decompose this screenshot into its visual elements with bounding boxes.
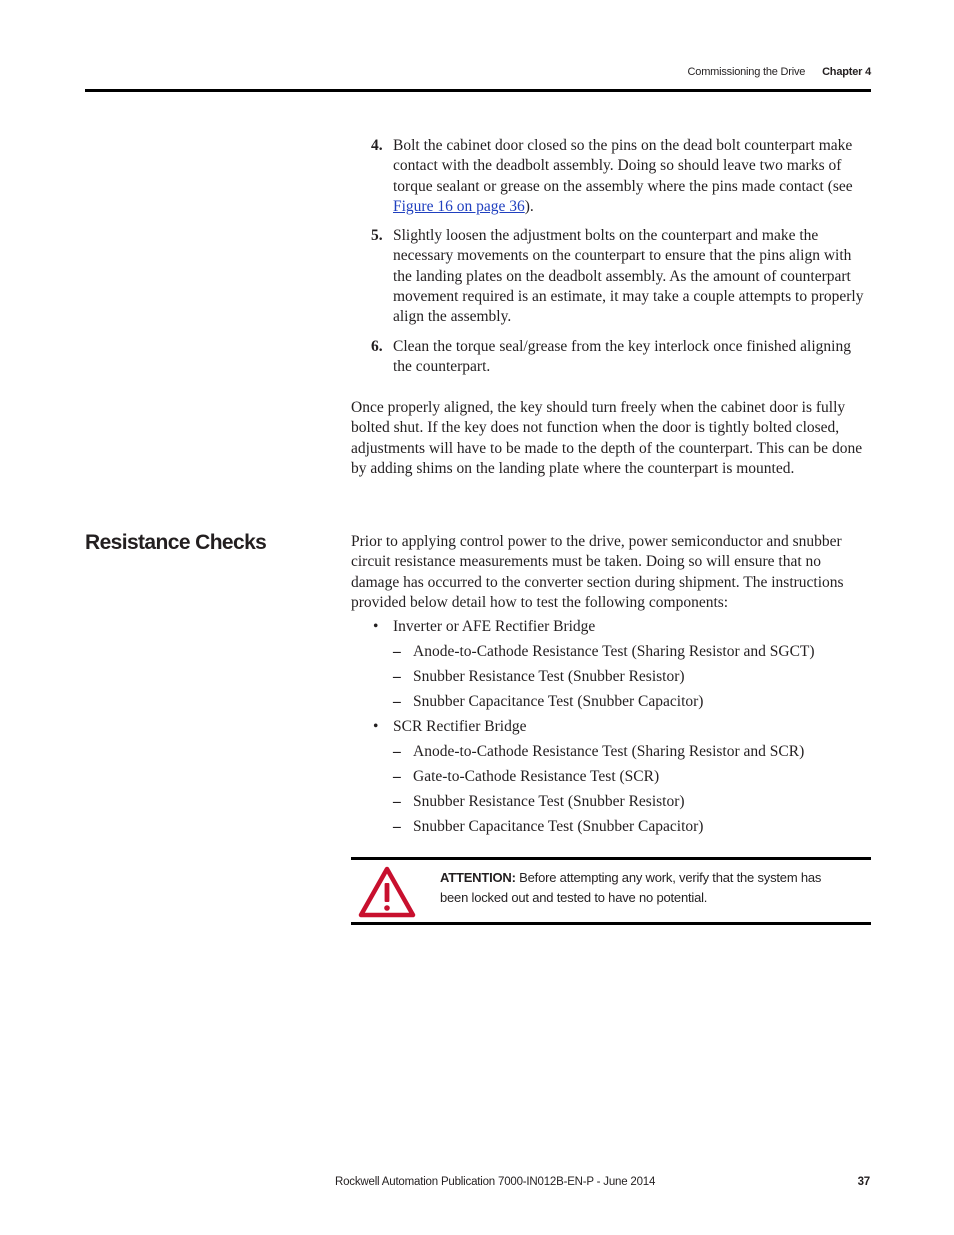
- publication-id: Rockwell Automation Publication 7000-IN012B-EN-P - June 2014: [335, 1176, 656, 1188]
- attention-top-rule: [351, 857, 871, 860]
- exclamation-bar: [385, 883, 390, 902]
- warning-triangle-icon: [358, 866, 416, 918]
- attention-bottom-rule: [351, 922, 871, 925]
- step-6: [351, 337, 873, 378]
- step-5: [351, 226, 873, 327]
- step-text-end: ).: [524, 197, 534, 215]
- sub-list-item: [351, 692, 873, 717]
- section-heading: Resistance Checks: [85, 531, 267, 554]
- dash-icon: –: [393, 768, 401, 785]
- bullet-icon: •: [373, 618, 379, 635]
- sub-list-item-label: Snubber Resistance Test (Snubber Resistor): [413, 668, 685, 685]
- dash-icon: –: [393, 743, 401, 760]
- page-number: 37: [857, 1176, 870, 1188]
- sub-list-item: [351, 817, 873, 842]
- step-text: Bolt the cabinet door closed so the pins on the dead bolt counterpart make contact with the deadbolt assembly. Doing so should leave two marks of torque sealant or grease on the assembly where the pins made contact (see: [393, 137, 853, 195]
- header-section-title: Commissioning the Drive: [687, 66, 806, 78]
- component-list: [351, 617, 873, 842]
- running-header: [688, 66, 871, 78]
- step-number: 4.: [371, 137, 383, 154]
- list-item: [351, 717, 873, 742]
- sub-list-item: [351, 667, 873, 692]
- step-text: Clean the torque seal/grease from the key interlock once finished aligning the counterpart.: [393, 337, 851, 375]
- header-chapter: Chapter 4: [822, 66, 871, 78]
- step-number: 5.: [371, 227, 383, 245]
- sub-list-item-label: Snubber Capacitance Test (Snubber Capacitor): [413, 818, 704, 835]
- section-intro: Prior to applying control power to the drive, power semiconductor and snubber circuit resistance measurements must be taken. Doing so will ensure that no damage has occurred to the converter section during shipment. The instructions provided below detail how to test the following components:: [351, 533, 844, 611]
- list-item-label: Inverter or AFE Rectifier Bridge: [393, 618, 596, 635]
- sub-list-item: [351, 792, 873, 817]
- step-4: [351, 136, 873, 217]
- sub-list-item-label: Anode-to-Cathode Resistance Test (Sharing Resistor and SCR): [413, 743, 805, 760]
- sub-list-item: [351, 742, 873, 767]
- attention-label: ATTENTION:: [440, 870, 516, 885]
- bullet-icon: •: [373, 718, 379, 735]
- attention-text: Before attempting any work, verify that the system has been locked out and tested to have no potential.: [440, 870, 822, 905]
- exclamation-dot: [384, 905, 390, 911]
- step-text: Slightly loosen the adjustment bolts on the counterpart and make the necessary movements on the counterpart to ensure that the pins align with the landing plates on the deadbolt assembly. As the amount of counterpart movement required is an estimate, it may take a couple attempts to properly align the assembly.: [393, 227, 864, 326]
- sub-list-item-label: Anode-to-Cathode Resistance Test (Sharing Resistor and SGCT): [413, 643, 815, 660]
- header-rule: [85, 89, 871, 92]
- dash-icon: –: [393, 818, 401, 835]
- sub-list-item-label: Gate-to-Cathode Resistance Test (SCR): [413, 768, 660, 785]
- dash-icon: –: [393, 643, 401, 660]
- dash-icon: –: [393, 793, 401, 810]
- attention-message: [440, 868, 850, 908]
- numbered-steps: [351, 136, 873, 386]
- sub-list-item-label: Snubber Resistance Test (Snubber Resistor): [413, 793, 685, 810]
- sub-list-item-label: Snubber Capacitance Test (Snubber Capacitor): [413, 693, 704, 710]
- figure-16-link[interactable]: Figure 16 on page 36: [393, 197, 525, 215]
- dash-icon: –: [393, 668, 401, 685]
- sub-list-item: [351, 767, 873, 792]
- list-item: [351, 617, 873, 642]
- step-number: 6.: [371, 337, 383, 355]
- aligned-paragraph: Once properly aligned, the key should turn freely when the cabinet door is fully bolted shut. If the key does not function when the door is tightly bolted closed, adjustments will have to be made to the depth of the counterpart. This can be done by adding shims on the landing plate where the counterpart is mounted.: [351, 399, 863, 477]
- sub-list-item: [351, 642, 873, 667]
- list-item-label: SCR Rectifier Bridge: [393, 718, 527, 735]
- dash-icon: –: [393, 693, 401, 710]
